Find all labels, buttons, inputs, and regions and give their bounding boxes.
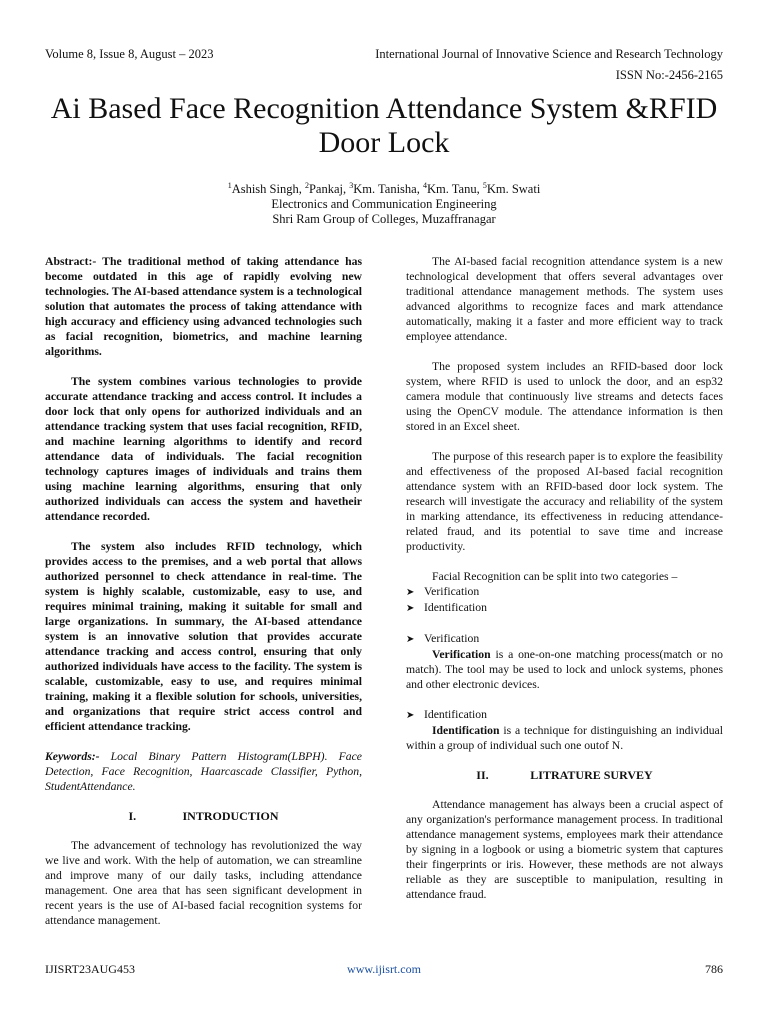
body-paragraph-3: The purpose of this research paper is to explore the feasibility and effectiveness of the proposed AI-based facial recognition attendance system with an RFID-based door lock system. The research will investigate the accuracy and reliability of the system in marking attendance, its effectiveness in reducing attendance- related fraud, and its potential to save time and increase productivity. [406,450,723,553]
verification-text: is a one-on-one matching process(match or no match). The tool may be used to lock and unlock systems, phones and other electronic devices. [406,648,723,691]
keywords-label: Keywords:- [45,750,100,763]
author-department: Electronics and Communication Engineering [271,197,497,212]
list-item [406,600,723,616]
subheading-verification [406,631,723,647]
footer-page-number: 786 [705,962,723,976]
section-heading-literature-survey [406,768,723,783]
author-list [0,178,768,197]
section-number: I. [128,809,137,823]
author-name: Km. Tanisha, [353,182,423,197]
subheading-label: Identification [424,708,487,721]
author-name: Km. Swati [486,182,541,197]
footer-paper-id: IJISRT23AUG453 [45,962,135,976]
section-heading-introduction [45,809,362,824]
author-sup: 4 [422,181,427,190]
header-journal: International Journal of Innovative Science and Research Technology [375,47,723,61]
right-column [406,254,723,917]
identification-paragraph [406,723,723,753]
abstract-paragraph: Abstract:- The traditional method of taking attendance has become outdated in this age of rapidly evolving new technologies. The AI-based attendance system is a technological solution that automates the process of taking attendance with high accuracy and efficiency using advanced technologies such as facial recognition, biometrics, and machine learning algorithms. [45,255,362,358]
survey-paragraph: Attendance management has always been a crucial aspect of any organization's performance management process. In traditional attendance management systems, employees mark their attendance by signing in a logbook or using a biometric system that captures their fingerprints or iris. However, these methods are not always reliable as they are susceptible to manipulation, resulting in attendance fraud. [406,798,723,901]
subheading-identification [406,707,723,723]
author-name: Ashish Singh, [231,182,305,197]
section-title: INTRODUCTION [182,809,279,823]
arrow-bullet-icon: ➤ [406,634,415,645]
list-item [406,584,723,600]
footer-website-link[interactable]: www.ijisrt.com [347,962,421,976]
author-block [0,178,768,227]
verification-paragraph [406,647,723,692]
left-column [45,254,362,943]
list-item-label: Identification [424,601,487,614]
arrow-bullet-icon: ➤ [406,710,415,721]
author-sup: 5 [482,181,487,190]
keywords-text: Local Binary Pattern Histogram(LBPH). Face Detection, Face Recognition, Haarcascade Classifier, Python, StudentAttendance. [45,750,362,793]
author-sup: 1 [227,181,232,190]
section-number: II. [476,768,489,782]
abstract-paragraph-3: The system also includes RFID technology, which provides access to the premises, and a web portal that allows authorized personnel to check attendance in real-time. The system is highly scalable, customizable, easy to use, and requires minimal training, making it suitable for small and large organizations. In summary, the AI-based attendance system is an innovative solution that provides accurate attendance tracking and access control, ensuring that only authorized individuals have access to the facility. The system is scalable, customizable, easy to use, and requires minimal training, making it a flexible solution for schools, universities, and organizations that require strict access control and efficient attendance tracking. [45,540,362,733]
categories-intro: Facial Recognition can be split into two categories – [432,570,678,583]
list-item-label: Verification [424,585,480,598]
intro-paragraph: The advancement of technology has revolutionized the way we live and work. With the help of automation, we can streamline and improve many of our daily tasks, including attendance management. One area that has seen significant development in recent years is the use of AI-based facial recognition systems for attendance management. [45,839,362,927]
author-sup: 2 [304,181,309,190]
categories-list [406,584,723,616]
header-issn: ISSN No:-2456-2165 [615,68,723,82]
arrow-bullet-icon: ➤ [406,603,415,614]
section-title: LITRATURE SURVEY [530,768,653,782]
header-volume: Volume 8, Issue 8, August – 2023 [45,47,214,61]
subheading-label: Verification [424,632,480,645]
identification-term: Identification [432,724,500,737]
author-name: Pankaj, [308,182,350,197]
arrow-bullet-icon: ➤ [406,587,415,598]
verification-term: Verification [432,648,491,661]
keywords [45,749,362,794]
body-paragraph-2: The proposed system includes an RFID-based door lock system, where RFID is used to unlock the door, and an esp32 camera module that continuously live streams and detects faces using the OpenCV module. The attendance information is then stored in an Excel sheet. [406,360,723,433]
author-name: Km. Tanu, [426,182,483,197]
author-institution: Shri Ram Group of Colleges, Muzaffranagar [272,212,496,227]
abstract-paragraph-2: The system combines various technologies to provide accurate attendance tracking and access control. It includes a door lock that only opens for authorized individuals and an attendance tracking system that uses facial recognition, RFID, and machine learning algorithms to identify and record attendance data of individuals. The facial recognition technology captures images of individuals and trains them using machine learning algorithms, ensuring that only authorized individuals can access the system and havetheir attendance recorded. [45,375,362,523]
body-paragraph-1: The AI-based facial recognition attendance system is a new technological development that offers several advantages over traditional attendance management methods. The system uses advanced algorithms to recognize faces and mark attendance automatically, making it a faster and more efficient way to track employee attendance. [406,255,723,343]
identification-text: is a technique for distinguishing an individual within a group of individual such one outof N. [406,724,723,752]
author-sup: 3 [349,181,354,190]
paper-title: Ai Based Face Recognition Attendance System &RFID Door Lock [50,92,718,159]
